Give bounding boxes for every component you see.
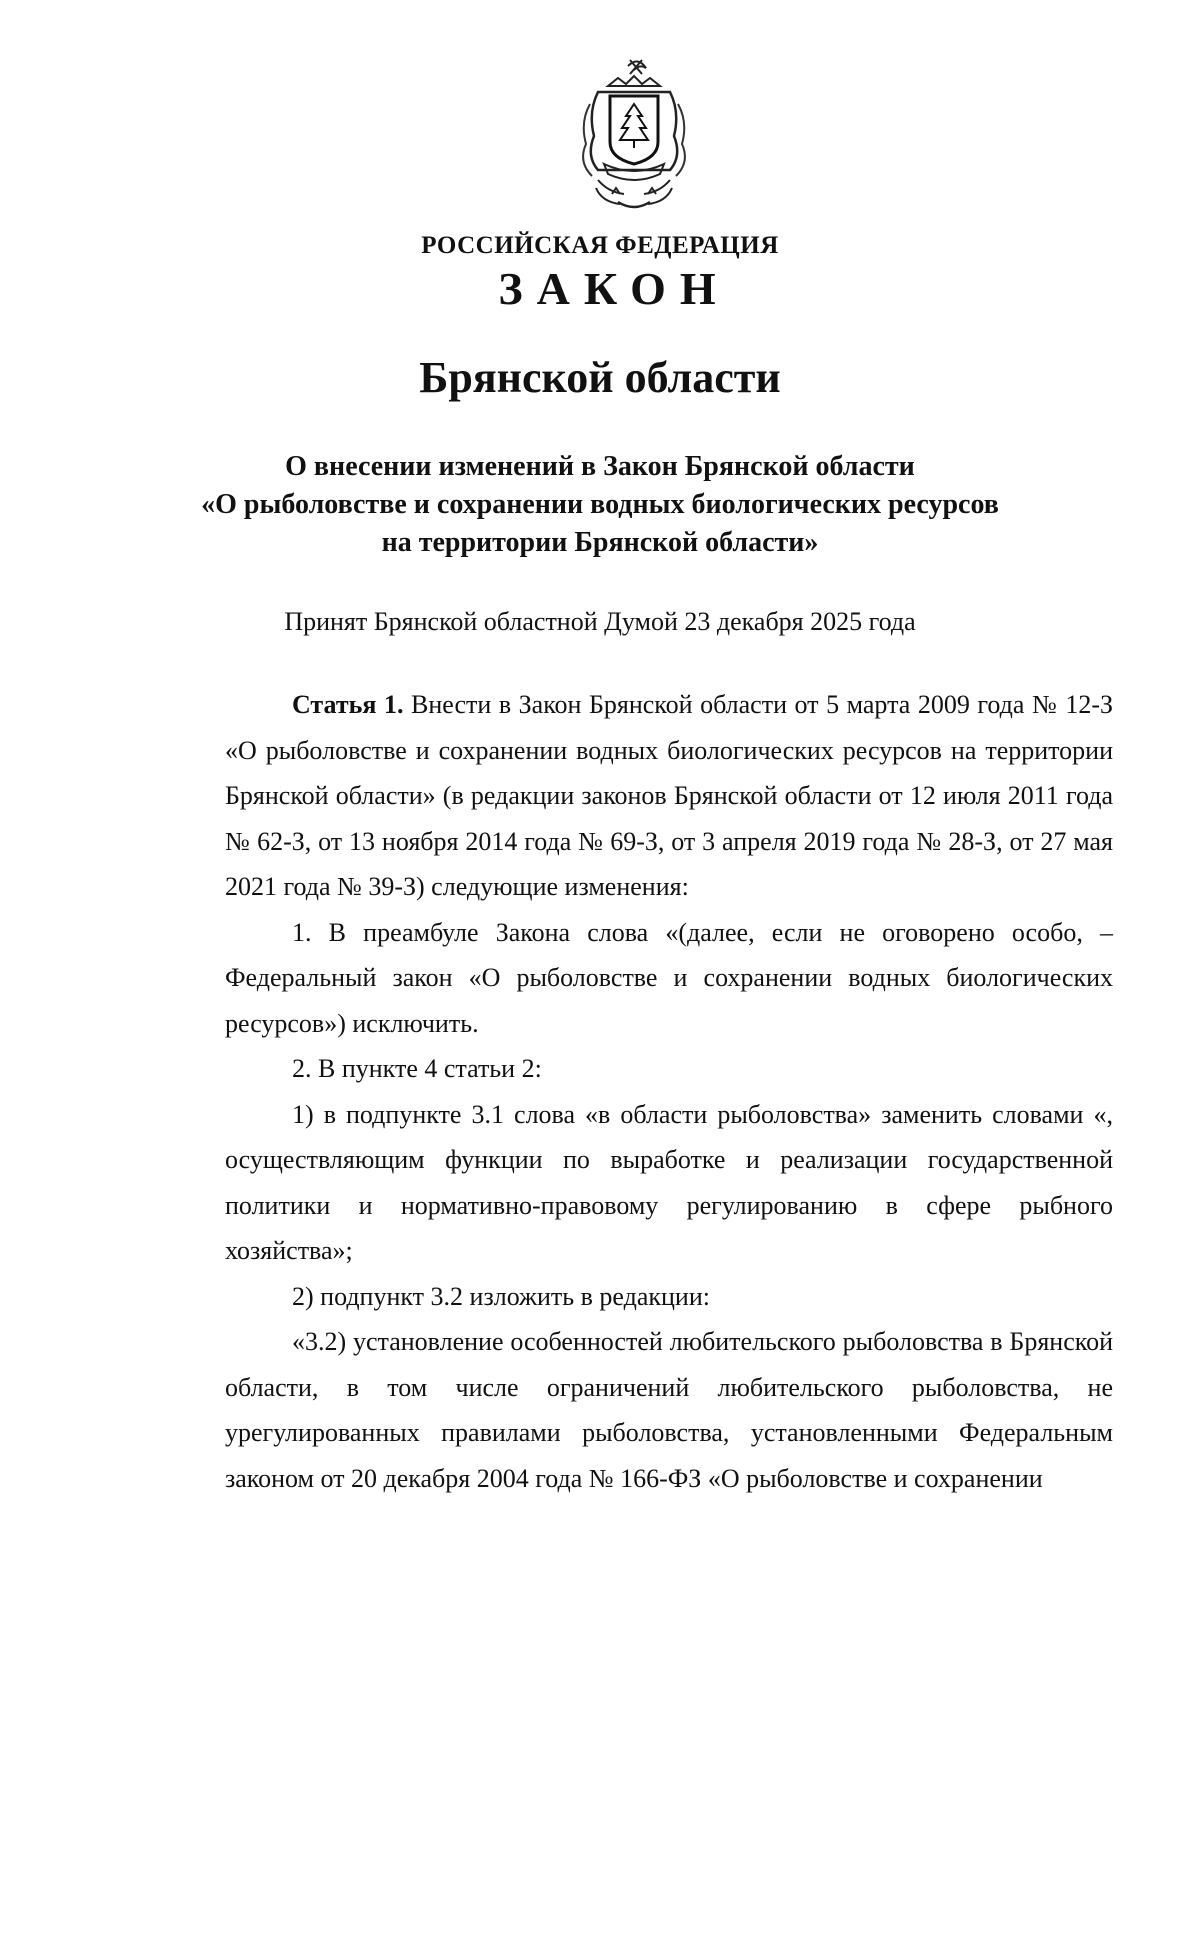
article-label: Статья 1. (292, 690, 404, 719)
law-title (0, 448, 1200, 562)
article-text: Внести в Закон Брянской области от 5 марта 2009 года № 12-З «О рыболовстве и сохранении водных биологических ресурсов на территории Брянской области» (в редакции законов Брянской области от 12 июля 2011 года № 62-З, от 13 ноября 2014 года № 69-З, от 3 апреля 2019 года № 28-З, от 27 мая 2021 года № 39-З) следующие изменения: (225, 690, 1114, 901)
body-paragraph: 1) в подпункте 3.1 слова «в области рыболовства» заменить словами «, осуществляющим функции по выработке и реализации государственной политики и нормативно-правовому регулированию в сфере рыбного хозяйства»; (225, 1099, 1113, 1265)
document-type-heading: ЗАКОН (498, 263, 730, 314)
article-1-paragraph (225, 682, 1113, 910)
law-body (225, 682, 1113, 1501)
country-heading: РОССИЙСКАЯ ФЕДЕРАЦИЯ (421, 232, 779, 259)
body-paragraph: 2) подпункт 3.2 изложить в редакции: (292, 1281, 710, 1311)
body-paragraph: 1. В преамбуле Закона слова «(далее, если не оговорено особо, – Федеральный закон «О рыболовстве и сохранении водных биологических ресурсов») исключить. (225, 917, 1113, 1038)
adoption-line: Принят Брянской областной Думой 23 декабря 2025 года (284, 607, 916, 636)
region-heading: Брянской области (419, 353, 781, 402)
law-title-line: О внесении изменений в Закон Брянской области (285, 451, 915, 482)
body-paragraph: 2. В пункте 4 статьи 2: (292, 1054, 542, 1083)
law-title-line: на территории Брянской области» (381, 527, 819, 558)
body-paragraph: «3.2) установление особенностей любительского рыболовства в Брянской области, в том числе ограничений любительского рыболовства, не урегулированных правилами рыболовства, установленными Федеральным законом от 20 декабря 2004 года № 166-ФЗ «О рыболовстве и сохранении (225, 1327, 1113, 1493)
law-title-line: «О рыболовстве и сохранении водных биологических ресурсов (201, 489, 999, 520)
bryansk-coat-of-arms-emblem (568, 52, 700, 214)
